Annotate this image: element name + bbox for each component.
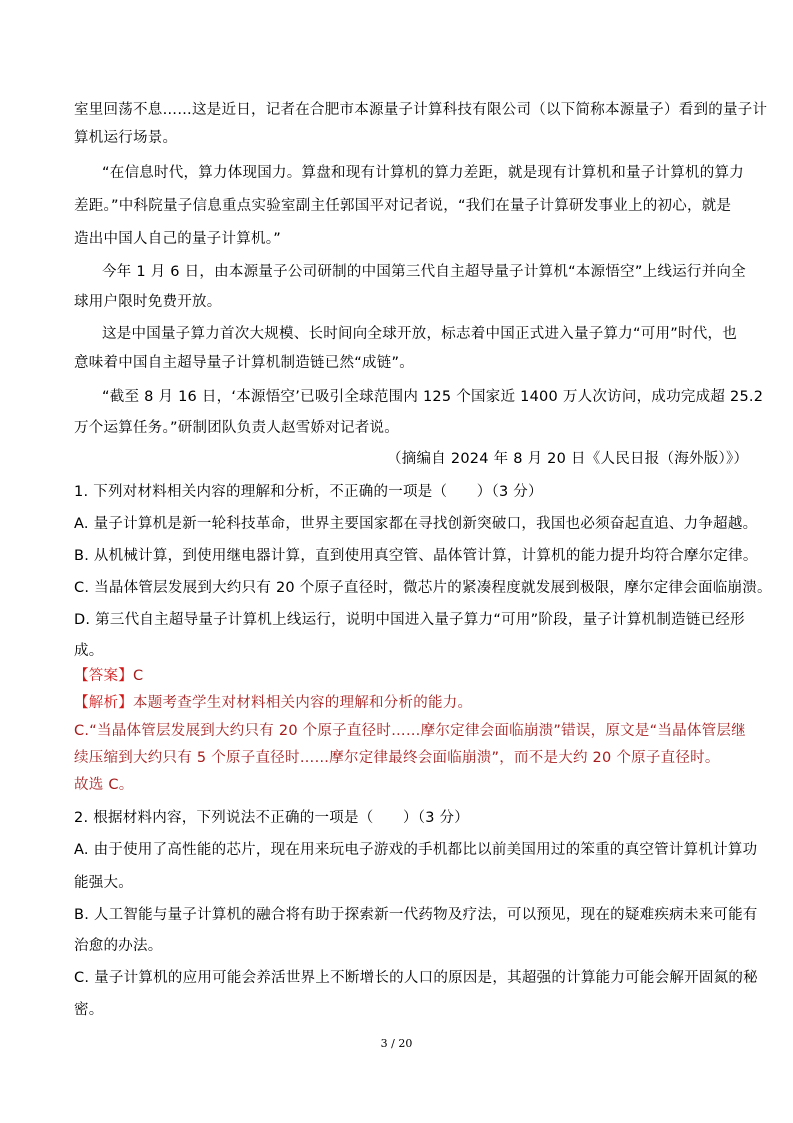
article-p2-line1: “在信息时代，算力体现国力。算盘和现有计算机的算力差距，就是现有计算机和量子计算机的算力 [102,165,745,181]
answer-value: C [133,668,144,684]
question-2-option-a-line1: A. 由于使用了高性能的芯片，现在用来玩电子游戏的手机都比以前美国用过的笨重的真空管计算机计算功 [74,842,758,858]
question-2-stem: 2. 根据材料内容，下列说法不正确的一项是（ ）（3 分） [74,810,470,826]
question-1-stem: 1. 下列对材料相关内容的理解和分析，不正确的一项是（ ）（3 分） [74,484,543,500]
question-1-option-d-line2: 成。 [74,643,104,659]
question-2-option-c-line2: 密。 [74,1002,104,1018]
article-p5-line1: “截至 8 月 16 日，‘本源悟空’已吸引全球范围内 125 个国家近 1400 万人次访问，成功完成超 25.2 [102,389,764,405]
article-p3-line1: 今年 1 月 6 日，由本源量子公司研制的中国第三代自主超导量子计算机“本源悟空”上线运行并向全 [102,264,746,280]
analysis-line2: 续压缩到大约只有 5 个原子直径时……摩尔定律最终会面临崩溃”，而不是大约 20 个原子直径时。 [74,750,720,766]
question-2-option-a-line2: 能强大。 [74,875,133,891]
question-1-option-d-line1: D. 第三代自主超导量子计算机上线运行，说明中国进入量子算力“可用”阶段，量子计算机制造链已经形 [74,612,745,628]
question-1-option-b: B. 从机械计算，到使用继电器计算，直到使用真空管、晶体管计算，计算机的能力提升均符合摩尔定律。 [74,548,758,564]
article-source: （摘编自 2024 年 8 月 20 日《人民日报（海外版）》） [387,451,749,467]
article-p2-line2: 差距。”中科院量子信息重点实验室副主任郭国平对记者说，“我们在量子计算研发事业上的初心，就是 [74,198,732,214]
question-2-option-b-line1: B. 人工智能与量子计算机的融合将有助于探索新一代药物及疗法，可以预见，现在的疑难疾病未来可能有 [74,907,758,923]
analysis-line3: 故选 C。 [74,777,134,793]
article-p3-line2: 球用户限时免费开放。 [74,294,222,310]
question-2-option-c-line1: C. 量子计算机的应用可能会养活世界上不断增长的人口的原因是，其超强的计算能力可能会解开固氮的秘 [74,970,758,986]
question-1-analysis [74,692,724,714]
article-p1-line1: 室里回荡不息……这是近日，记者在合肥市本源量子计算科技有限公司（以下简称本源量子）看到的量子计 [74,102,768,118]
article-p4-line2: 意味着中国自主超导量子计算机制造链已然“成链”。 [74,355,415,371]
analysis-line1: C.“当晶体管层发展到大约只有 20 个原子直径时……摩尔定律会面临崩溃”错误，原文是“当晶体管层继 [74,723,746,739]
question-2-option-b-line2: 治愈的办法。 [74,938,163,954]
answer-label: 【答案】 [74,668,133,684]
question-1-answer [74,665,724,687]
article-p4-line1: 这是中国量子算力首次大规模、长时间向全球开放，标志着中国正式进入量子算力“可用”时代，也 [102,326,738,342]
page-number: 3 / 20 [380,1037,413,1050]
analysis-text: 本题考查学生对材料相关内容的理解和分析的能力。 [133,695,473,711]
question-1-option-c: C. 当晶体管层发展到大约只有 20 个原子直径时，微芯片的紧凑程度就发展到极限，摩尔定律会面临崩溃。 [74,580,772,596]
article-p1-line2: 算机运行场景。 [74,130,178,146]
article-p5-line2: 万个运算任务。”研制团队负责人赵雪娇对记者说。 [74,420,400,436]
analysis-label: 【解析】 [74,695,133,711]
article-p2-line3: 造出中国人自己的量子计算机。” [74,231,282,247]
question-1-option-a: A. 量子计算机是新一轮科技革命，世界主要国家都在寻找创新突破口，我国也必须奋起直追、力争超越。 [74,516,758,532]
